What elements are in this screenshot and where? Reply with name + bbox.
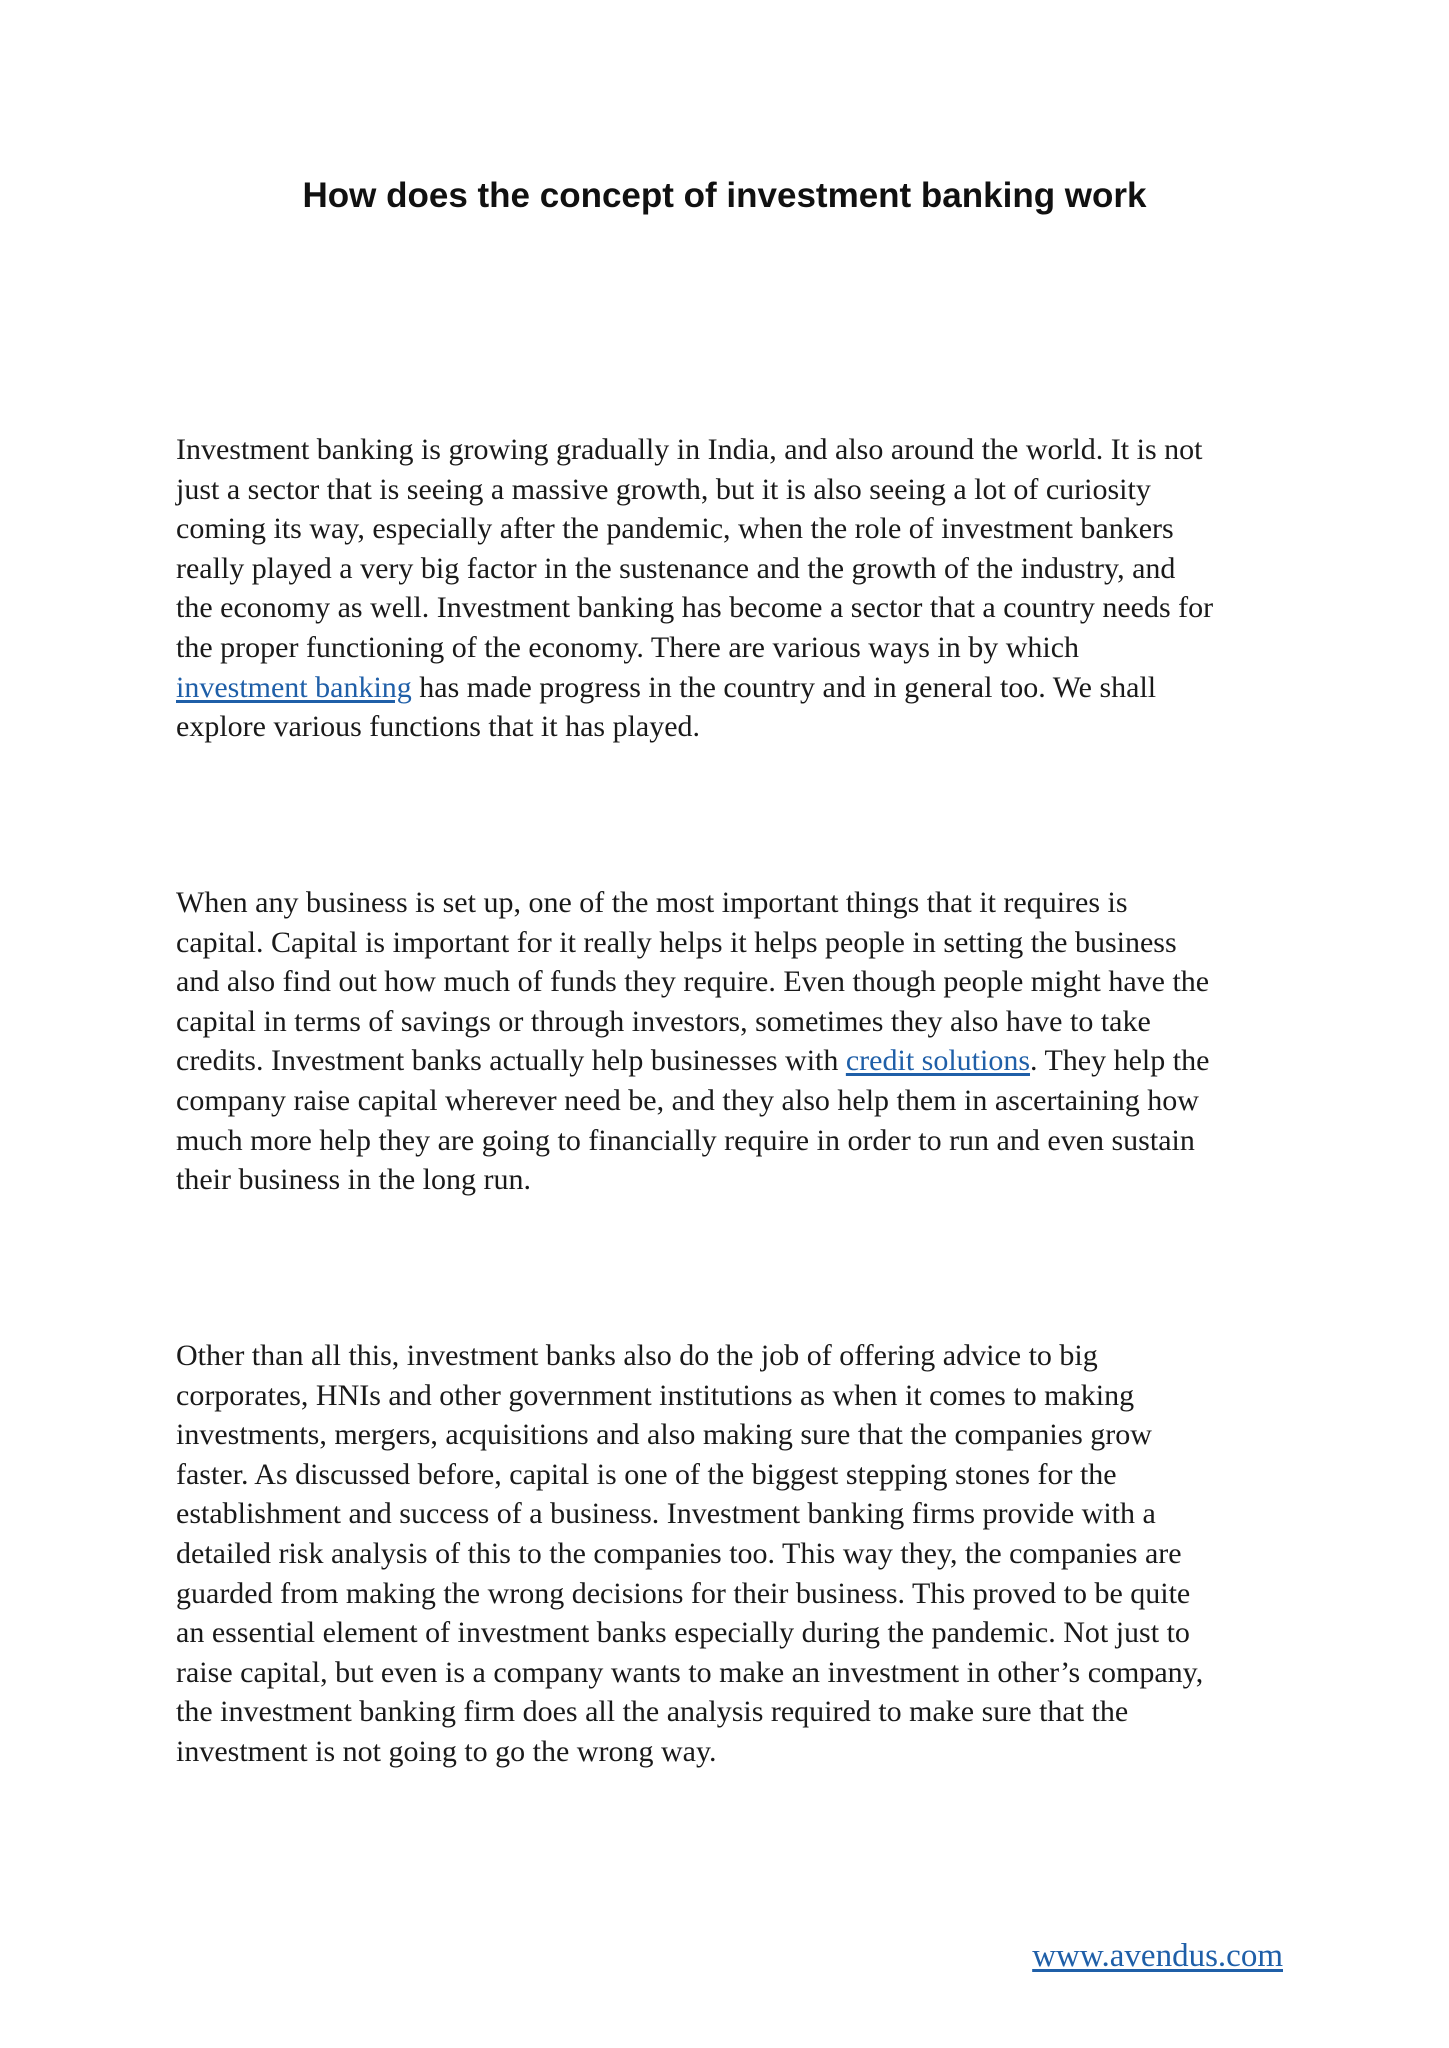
text-line: the proper functioning of the economy. There are various ways in by which — [176, 630, 1080, 664]
text-line: explore various functions that it has played. — [176, 710, 701, 744]
paragraph-capital — [176, 883, 1286, 1200]
text-line: the investment banking firm does all the analysis required to make sure that the — [176, 1695, 1129, 1729]
text-line: an essential element of investment banks especially during the pandemic. Not just to — [176, 1616, 1190, 1650]
text-line: much more help they are going to financially require in order to run and even sustain — [176, 1123, 1195, 1157]
text-line: and also find out how much of funds they require. Even though people might have the — [176, 965, 1210, 999]
text-line: coming its way, especially after the pandemic, when the role of investment bankers — [176, 512, 1174, 546]
text-line: really played a very big factor in the sustenance and the growth of the industry, and — [176, 551, 1176, 585]
text-line: the economy as well. Investment banking has become a sector that a country needs for — [176, 591, 1214, 625]
text-line: raise capital, but even is a company wants to make an investment in other’s company, — [176, 1655, 1204, 1689]
text-line: detailed risk analysis of this to the companies too. This way they, the companies are — [176, 1536, 1182, 1570]
text-line: Other than all this, investment banks also do the job of offering advice to big — [176, 1339, 1098, 1372]
paragraph-intro — [176, 430, 1286, 747]
text-fragment: credits. Investment banks actually help businesses with — [176, 1044, 846, 1078]
text-line: faster. As discussed before, capital is one of the biggest stepping stones for the — [176, 1457, 1117, 1491]
text-line: When any business is set up, one of the most important things that it requires is — [176, 886, 1128, 919]
text-line: just a sector that is seeing a massive growth, but it is also seeing a lot of curiosity — [176, 472, 1151, 506]
text-line: capital in terms of savings or through investors, sometimes they also have to take — [176, 1004, 1151, 1038]
text-line: guarded from making the wrong decisions for their business. This proved to be quite — [176, 1576, 1191, 1610]
text-line: company raise capital wherever need be, and they also help them in ascertaining how — [176, 1083, 1199, 1117]
text-fragment: . They help the — [1030, 1044, 1210, 1078]
text-line: establishment and success of a business. Investment banking firms provide with a — [176, 1497, 1156, 1531]
paragraph-advisory — [176, 1336, 1286, 1772]
text-line: their business in the long run. — [176, 1163, 531, 1197]
page-title: How does the concept of investment banking work — [302, 176, 1147, 215]
credit-solutions-link[interactable]: credit solutions — [845, 1044, 1031, 1078]
text-fragment: has made progress in the country and in general too. We shall — [411, 670, 1157, 704]
text-line: investments, mergers, acquisitions and also making sure that the companies grow — [176, 1418, 1152, 1452]
text-line: corporates, HNIs and other government institutions as when it comes to making — [176, 1378, 1135, 1412]
text-line — [176, 668, 1286, 708]
text-line — [176, 1041, 1286, 1081]
investment-banking-link[interactable]: investment banking — [176, 670, 412, 704]
text-line: investment is not going to go the wrong way. — [176, 1734, 717, 1768]
text-line: Investment banking is growing gradually in India, and also around the world. It is not — [176, 433, 1203, 466]
text-line: capital. Capital is important for it really helps it helps people in setting the business — [176, 925, 1177, 959]
footer-website-link[interactable]: www.avendus.com — [1032, 1938, 1283, 1974]
